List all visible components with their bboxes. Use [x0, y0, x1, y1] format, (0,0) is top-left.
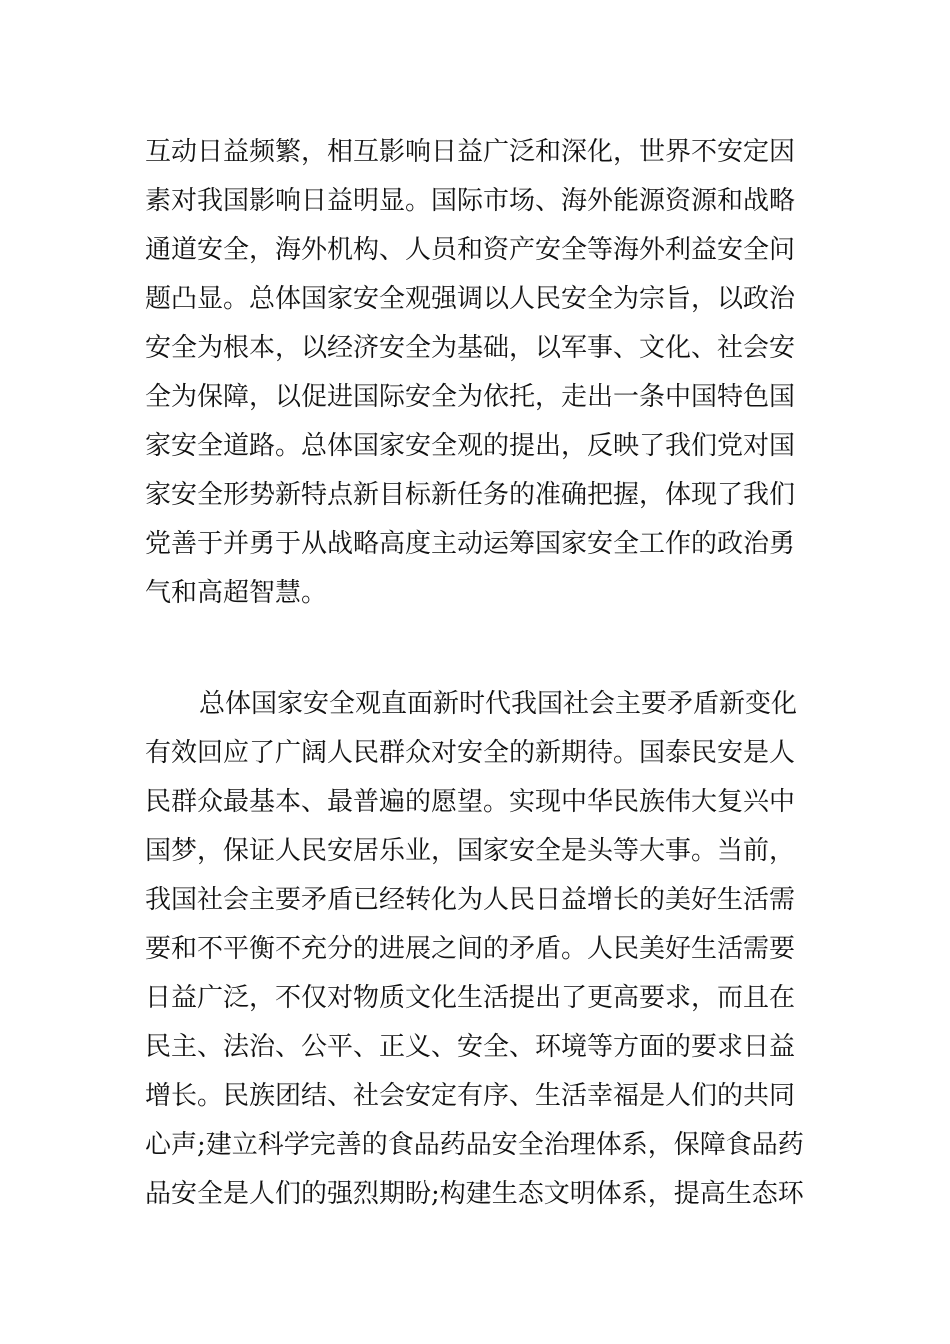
paragraph-line: 家安全形势新特点新目标新任务的准确把握，体现了我们 — [145, 480, 796, 510]
paragraph-line: 题凸显。总体国家安全观强调以人民安全为宗旨，以政治 — [145, 284, 796, 314]
paragraph-line: 我国社会主要矛盾已经转化为人民日益增长的美好生活需 — [145, 885, 796, 915]
paragraph-line: 家安全道路。总体国家安全观的提出，反映了我们党对国 — [145, 431, 796, 461]
paragraph-line: 民群众最基本、最普遍的愿望。实现中华民族伟大复兴中 — [145, 787, 796, 817]
paragraph-line: 要和不平衡不充分的进展之间的矛盾。人民美好生活需要 — [145, 934, 796, 964]
paragraph-line: 气和高超智慧。 — [145, 578, 328, 608]
paragraph-line: 通道安全，海外机构、人员和资产安全等海外利益安全问 — [145, 235, 796, 265]
paragraph-line: 党善于并勇于从战略高度主动运筹国家安全工作的政治勇 — [145, 529, 796, 559]
paragraph-line: 素对我国影响日益明显。国际市场、海外能源资源和战略 — [145, 186, 796, 216]
paragraph-line: 增长。民族团结、社会安定有序、生活幸福是人们的共同 — [145, 1081, 796, 1111]
paragraph-line: 互动日益频繁，相互影响日益广泛和深化，世界不安定因 — [145, 137, 796, 167]
paragraph-line: 有效回应了广阔人民群众对安全的新期待。国泰民安是人 — [145, 738, 796, 768]
paragraph-line: 心声;建立科学完善的食品药品安全治理体系，保障食品药 — [145, 1130, 804, 1160]
paragraph-1 — [145, 128, 810, 618]
paragraph-2 — [145, 680, 810, 1219]
paragraph-line: 国梦，保证人民安居乐业，国家安全是头等大事。当前， — [145, 836, 796, 866]
paragraph-line: 总体国家安全观直面新时代我国社会主要矛盾新变化 — [199, 689, 798, 719]
paragraph-line: 品安全是人们的强烈期盼;构建生态文明体系，提高生态环 — [145, 1179, 804, 1209]
paragraph-line: 日益广泛，不仅对物质文化生活提出了更高要求，而且在 — [145, 983, 796, 1013]
paragraph-line: 全为保障，以促进国际安全为依托，走出一条中国特色国 — [145, 382, 796, 412]
paragraph-line: 民主、法治、公平、正义、安全、环境等方面的要求日益 — [145, 1032, 796, 1062]
paragraph-line: 安全为根本，以经济安全为基础，以军事、文化、社会安 — [145, 333, 796, 363]
